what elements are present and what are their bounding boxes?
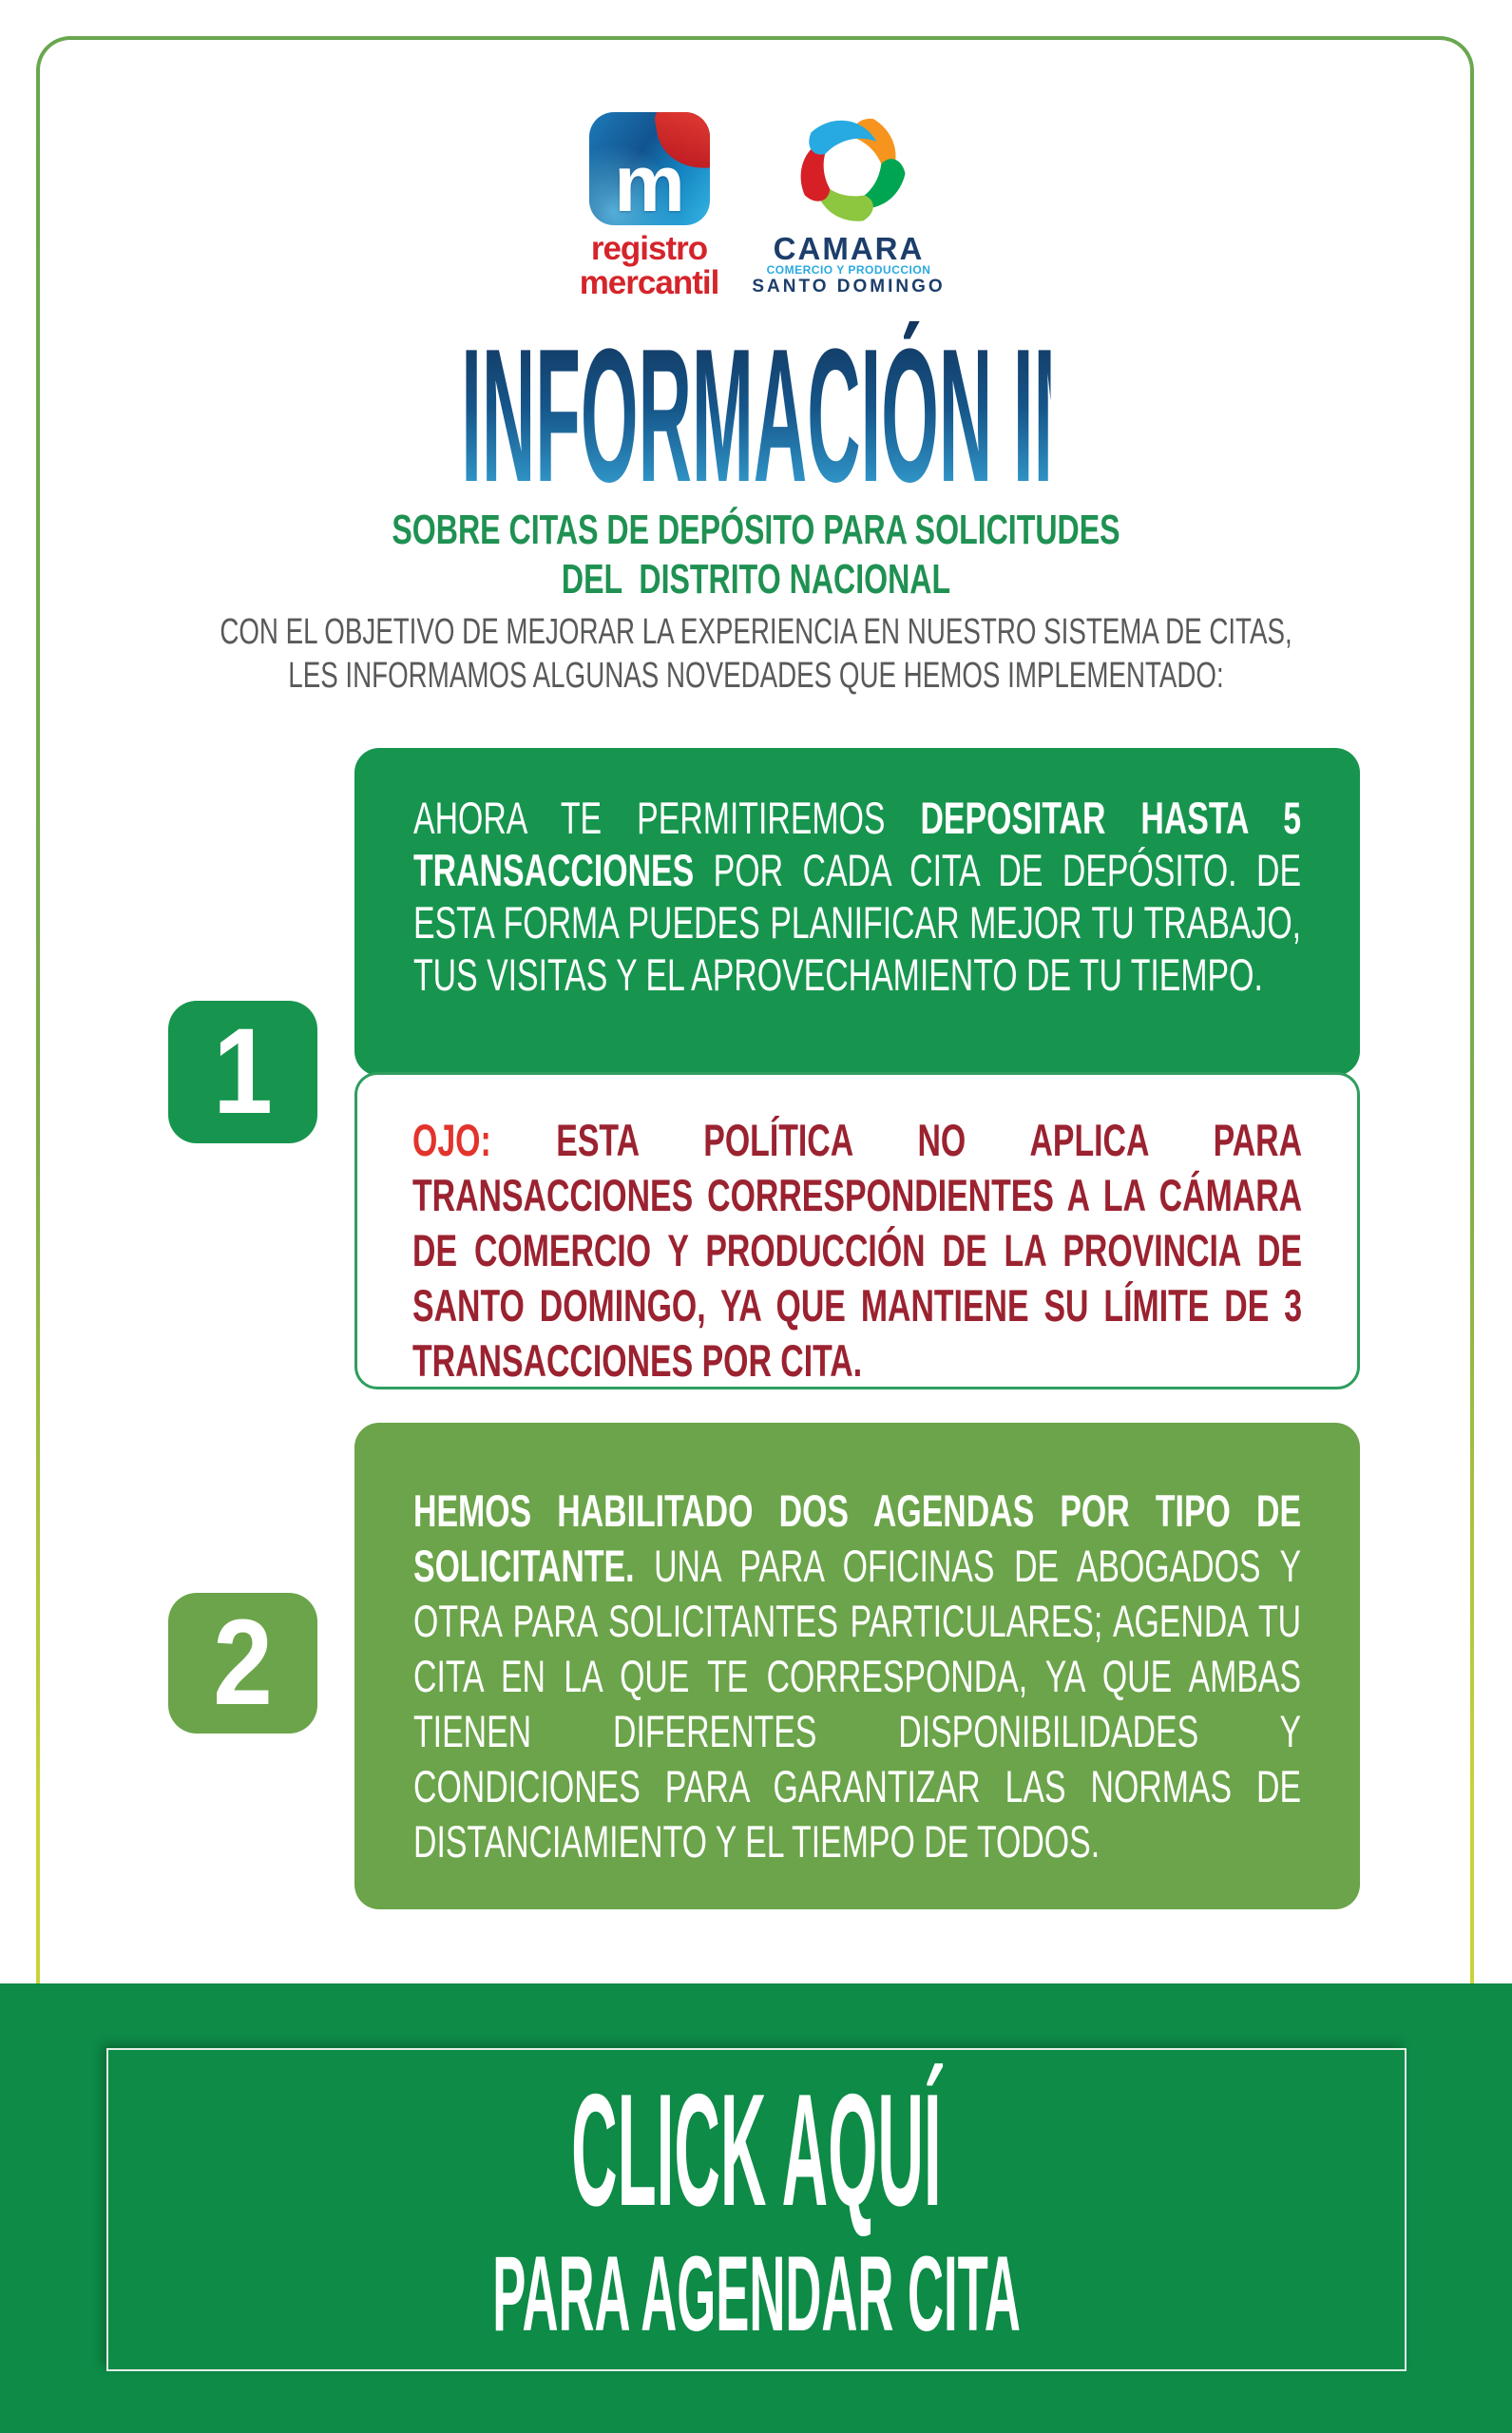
- camara-tagline: COMERCIO Y PRODUCCION: [766, 263, 931, 277]
- section-2-number: 2: [168, 1593, 317, 1734]
- subtitle-line2: DEL DISTRITO NACIONAL: [561, 556, 951, 603]
- schedule-appointment-button[interactable]: [106, 2048, 1407, 2371]
- camara-wordmark: CAMARA: [773, 231, 925, 266]
- section-1-number: 1: [168, 1001, 317, 1143]
- registro-mercantil-icon: [589, 112, 710, 225]
- intro-line2: LES INFORMAMOS ALGUNAS NOVEDADES QUE HEMOS IMPLEMENTADO:: [288, 656, 1224, 696]
- section-2-text: HEMOS HABILITADO DOS AGENDAS POR TIPO DE SOLICITANTE. UNA PARA OFICINAS DE ABOGADOS Y OTRA PARA SOLICITANTES PARTICULARES; AGENDA TU CITA EN LA QUE TE CORRESPONDA, YA QUE AMBAS TIENEN DIFERENTES DISPONIBILIDADES Y CONDICIONES PARA GARANTIZAR LAS NORMAS DE DISTANCIAMIENTO Y EL TIEMPO DE TODOS.: [413, 1485, 1302, 1867]
- camara-pinwheel-icon: [791, 106, 912, 230]
- cta-line2: PARA AGENDAR CITA: [492, 2233, 1021, 2353]
- registro-mercantil-wordmark-line2: mercantil: [579, 264, 719, 301]
- cta-line1: CLICK AQUÍ: [571, 2060, 942, 2239]
- registro-mercantil-wordmark-line1: registro: [590, 230, 708, 267]
- page-title: INFORMACIÓN IMPORTANTE: [461, 310, 1498, 522]
- pinwheel-center: [844, 161, 859, 176]
- section-1-warning-text: OJO: ESTA POLÍTICA NO APLICA PARA TRANSACCIONES CORRESPONDIENTES A LA CÁMARA DE COMERCIO Y PRODUCCIÓN DE LA PROVINCIA DE SANTO DOMINGO, YA QUE MANTIENE SU LÍMITE DE 3 TRANSACCIONES POR CITA.: [412, 1115, 1303, 1386]
- intro-line1: CON EL OBJETIVO DE MEJORAR LA EXPERIENCIA EN NUESTRO SISTEMA DE CITAS,: [220, 612, 1292, 652]
- section-2-box: [354, 1423, 1360, 1909]
- cta-band: [0, 1983, 1512, 2433]
- warning-label: OJO:: [412, 1115, 491, 1165]
- subtitle-line1: SOBRE CITAS DE DEPÓSITO PARA SOLICITUDES: [392, 507, 1120, 553]
- section-1-warning-box: [354, 1072, 1360, 1389]
- section-1-text: AHORA TE PERMITIREMOS DEPOSITAR HASTA 5 TRANSACCIONES POR CADA CITA DE DEPÓSITO. DE ESTA FORMA PUEDES PLANIFICAR MEJOR TU TRABAJO, TUS VISITAS Y EL APROVECHAMIENTO DE TU TIEMPO.: [413, 793, 1302, 1000]
- rm-monogram: m: [614, 139, 685, 225]
- camara-city: SANTO DOMINGO: [752, 277, 946, 297]
- section-1-box: [354, 748, 1360, 1076]
